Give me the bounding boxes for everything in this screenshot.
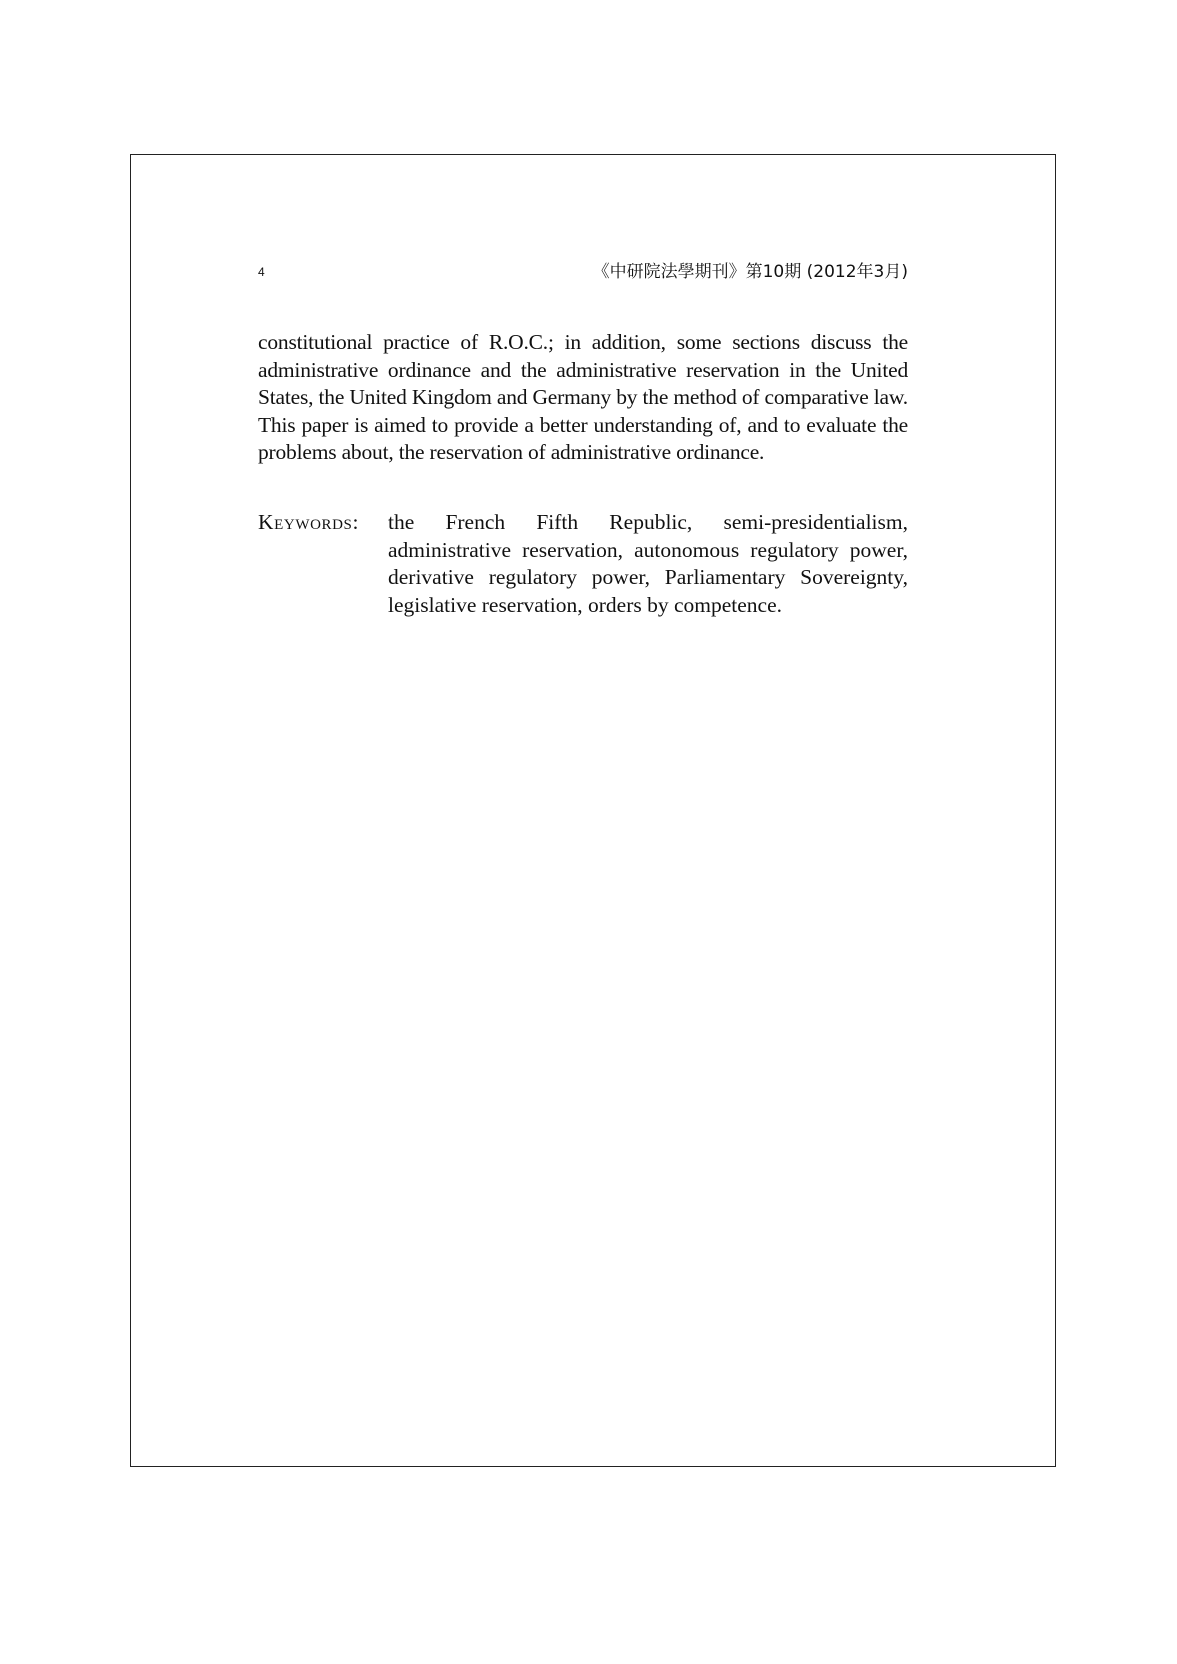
journal-title: 《中研院法學期刊》第10期 (2012年3月) [592,262,908,282]
keywords-label: Keywords: [258,510,360,534]
running-header [258,259,908,289]
keywords-list: the French Fifth Republic, semi-presidentialism, administrative reservation, autonomous regulatory power, derivative regulatory power, Parliamentary Sovereignty, legislative reservation, orders by competence. [388,510,908,617]
page-number: 4 [258,265,265,279]
abstract-text [258,329,908,467]
abstract-paragraph: constitutional practice of R.O.C.; in addition, some sections discuss the administrative ordinance and the administrative reservation in the United States, the United Kingdom and Germany by the method of comparative law. This paper is aimed to provide a better understanding of, and to evaluate the problems about, the reservation of administrative ordinance. [258,330,908,464]
